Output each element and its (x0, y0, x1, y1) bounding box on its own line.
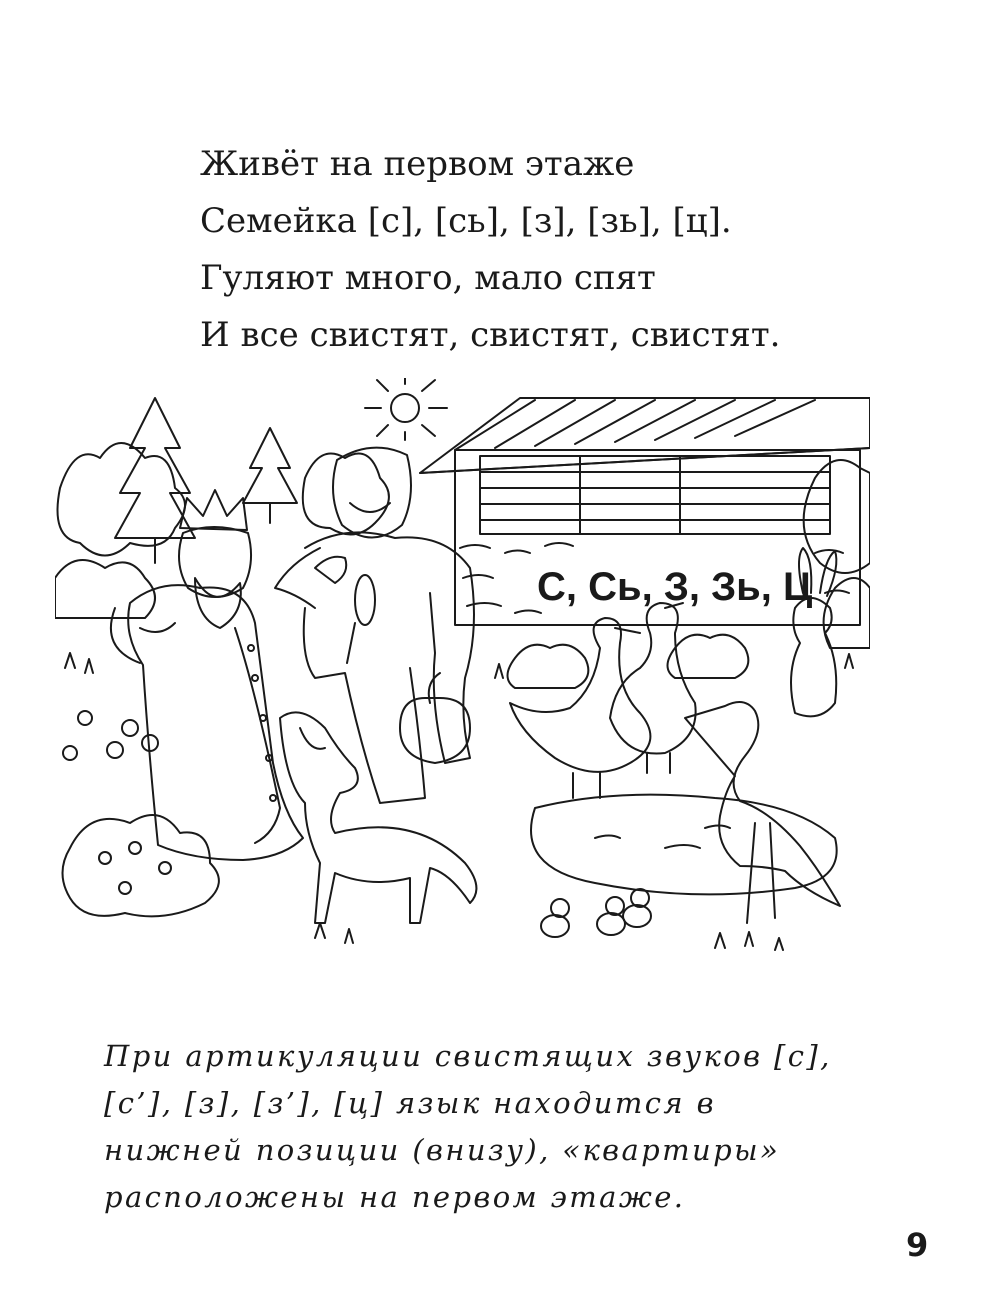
pond-drawing (531, 795, 837, 895)
poem-line-1: Живёт на первом этаже (200, 144, 635, 184)
geese-drawing (510, 603, 696, 798)
chicks-drawing (541, 889, 651, 937)
poem-line-4: И все свистят, свистят, свистят. (200, 315, 781, 355)
caption: При артикуляции свистящих звуков [с], [с’], [з], [з’], [ц] язык находится в нижней позиции (внизу), «квартиры» расположены на первом этаже. (104, 1039, 832, 1214)
sun-drawing (365, 378, 447, 440)
trees-drawing (55, 398, 870, 648)
house-sign: С, Сь, З, Зь, Ц (537, 565, 813, 609)
poem-line-3: Гуляют много, мало спят (200, 258, 656, 298)
poem-line-2: Семейка [с], [сь], [з], [зь], [ц]. (200, 201, 732, 241)
illustration (55, 378, 870, 976)
heron-drawing (685, 702, 840, 923)
page-number: 9 (906, 1226, 929, 1264)
dog-drawing (280, 712, 476, 923)
poem (200, 136, 900, 364)
strongman-drawing (275, 448, 474, 803)
